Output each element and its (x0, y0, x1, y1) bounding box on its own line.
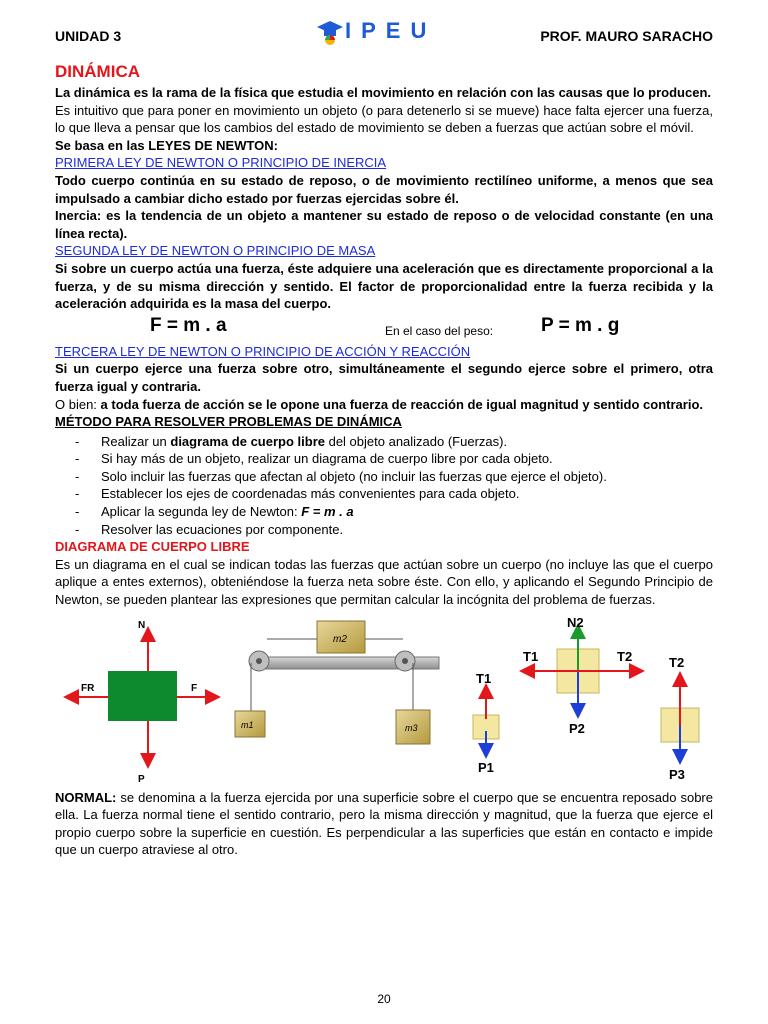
third-law-lead: O bien: (55, 396, 101, 412)
tension-1-left-label: T1 (523, 648, 539, 664)
list-item: - Solo incluir las fuerzas que afectan al objeto (no incluir las fuerzas que ejerce el objeto). (75, 468, 713, 486)
second-law-text: Si sobre un cuerpo actúa una fuerza, éste adquiere una aceleración que es directamente proporcional a la fuerza, y de su misma dirección y sentido. El factor de proporcionalidad entre la fuerza recibida y la aceleración adquirida es la masa del cuerpo. (55, 260, 713, 312)
pulley-system (235, 621, 439, 744)
third-law-restatement (55, 396, 713, 414)
list-item: - Establecer los ejes de coordenadas más convenientes para cada objeto. (75, 485, 713, 503)
page-header (55, 18, 713, 52)
method-item-text: Aplicar la segunda ley de Newton: (101, 504, 302, 520)
weight-3-label: P3 (669, 766, 685, 782)
formula-force: F = m . a (150, 314, 227, 336)
method-item-text: Realizar un (101, 433, 171, 449)
mass-2-label: m2 (333, 633, 347, 645)
formula-row (55, 315, 713, 343)
first-law-text: Todo cuerpo continúa en su estado de reposo, o de movimiento rectilíneo uniforme, a menos que sea impulsado a cambiar dicho estado por fuerzas ejercidas sobre él. (55, 172, 713, 206)
list-item (75, 433, 713, 451)
tension-2-right-label: T2 (617, 648, 633, 664)
third-law-text: Si un cuerpo ejerce una fuerza sobre otro, simultáneamente el segundo ejerce sobre el primero, otra fuerza igual y contraria. (55, 361, 713, 394)
unit-label: UNIDAD 3 (55, 28, 122, 44)
free-body-text: Es un diagrama en el cual se indican todas las fuerzas que actúan sobre un cuerpo (no incluye las que el cuerpo aplique a entes externos), obteniéndose la fuerza neta sobre éste. Con ello, y aplicando el Segundo Principio de Newton, se pueden plantear las expresiones que permitan calcular la incógnita del problema de fuerzas. (55, 556, 713, 608)
method-item-text: del objeto analizado (Fuerzas). (324, 433, 508, 449)
method-heading: MÉTODO PARA RESOLVER PROBLEMAS DE DINÁMICA (55, 414, 402, 430)
force-diagrams (55, 615, 713, 785)
formula-weight: P = m . g (541, 314, 620, 336)
second-law-heading: SEGUNDA LEY DE NEWTON O PRINCIPIO DE MASA (55, 243, 376, 259)
green-block (108, 671, 177, 721)
main-content (55, 62, 713, 859)
first-law-heading: PRIMERA LEY DE NEWTON O PRINCIPIO DE INERCIA (55, 155, 387, 171)
friction-force-label: FR (81, 682, 95, 694)
logo-text: IPEU (345, 18, 437, 43)
list-item (75, 503, 713, 521)
weight-force-label: P (138, 773, 145, 785)
intro-newton-laws: Se basa en las LEYES DE NEWTON: (55, 137, 278, 153)
intro-definition: La dinámica es la rama de la física que estudia el movimiento en relación con las causas que lo producen. (55, 85, 712, 100)
weight-1-label: P1 (478, 759, 494, 775)
third-law-heading: TERCERA LEY DE NEWTON O PRINCIPIO DE ACCIÓN Y REACCIÓN (55, 343, 471, 359)
method-list (75, 433, 713, 539)
ipeu-logo (315, 18, 455, 48)
block-diagram (67, 620, 217, 785)
page-number: 20 (377, 992, 391, 1006)
page-title: DINÁMICA (55, 62, 140, 81)
applied-force-label: F (191, 682, 198, 694)
tension-2-label: T2 (669, 654, 685, 670)
list-item: - Si hay más de un objeto, realizar un diagrama de cuerpo libre por cada objeto. (75, 450, 713, 468)
tension-1-label: T1 (476, 670, 492, 686)
method-item-bold: diagrama de cuerpo libre (170, 433, 325, 449)
intro-paragraph: Es intuitivo que para poner en movimiento un objeto (o para detenerlo si se mueve) hace falta ejercer una fuerza, lo que lleva a pensar que los cambios del estado de movimiento se deben a fuerzas que actúan sobre el móvil. (55, 102, 713, 136)
normal-2-label: N2 (567, 614, 584, 630)
mass-1-label: m1 (241, 719, 254, 730)
teacher-label: PROF. MAURO SARACHO (540, 28, 713, 44)
method-item-formula: F = m . a (301, 504, 354, 520)
normal-lead: NORMAL: (55, 789, 117, 805)
free-body-heading: DIAGRAMA DE CUERPO LIBRE (55, 539, 250, 555)
inertia-definition: Inercia: es la tendencia de un objeto a mantener su estado de reposo o de velocidad constante (en una línea recta). (55, 208, 713, 241)
normal-force-paragraph (55, 789, 713, 859)
figure-row (55, 615, 713, 785)
normal-force-label: N (138, 619, 146, 631)
free-body-diagrams (473, 615, 699, 782)
normal-text: se denomina a la fuerza ejercida por una superficie sobre el cuerpo que se encuentra reposado sobre ella. La fuerza normal tiene el sentido contrario, pero la misma dirección y magnitud, que la fuerza que ejerce el propio cuerpo sobre la superficie en cuestión. Es perpendicular a las superficies que están en contacto e impide que un cuerpo atraviese al otro. (55, 789, 713, 858)
weight-label: En el caso del peso: (385, 323, 494, 338)
mass-3-label: m3 (405, 722, 418, 733)
third-law-bold: a toda fuerza de acción se le opone una fuerza de reacción de igual magnitud y sentido contrario. (100, 396, 703, 412)
weight-2-label: P2 (569, 720, 585, 736)
graduation-cap-icon (315, 18, 345, 48)
list-item: - Resolver las ecuaciones por componente. (75, 521, 713, 539)
